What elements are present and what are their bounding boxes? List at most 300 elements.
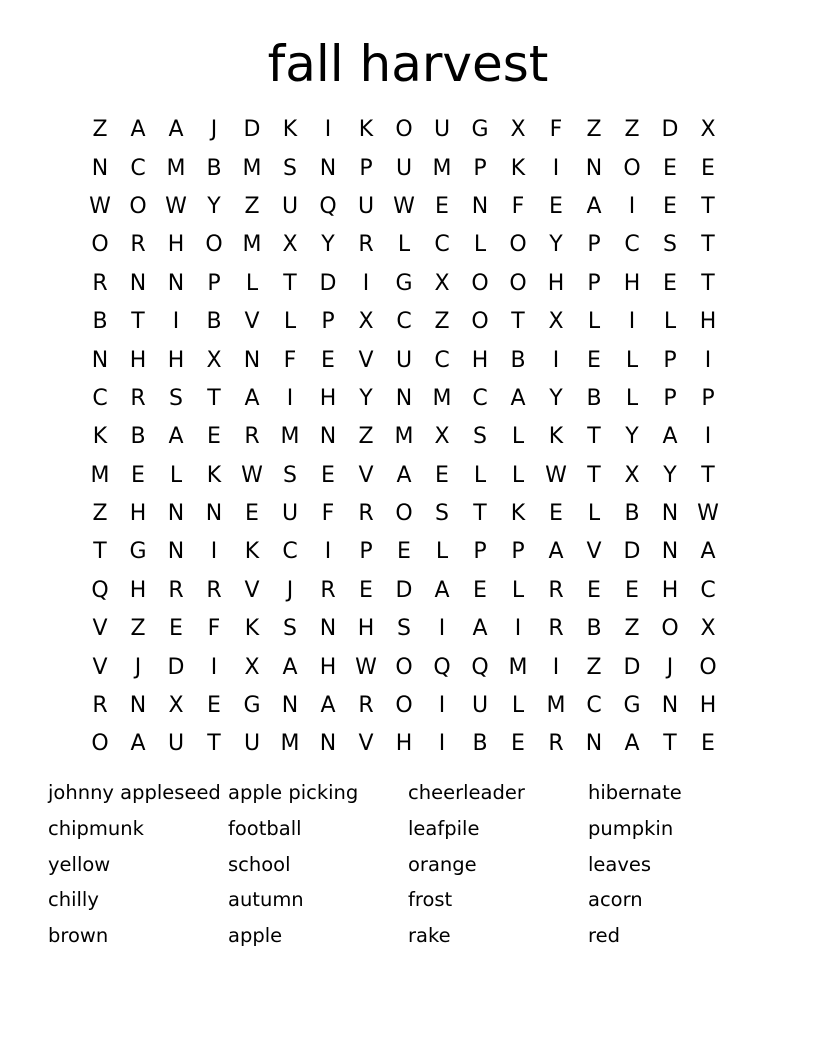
- grid-letter: O: [509, 232, 527, 258]
- grid-letter: Z: [92, 501, 108, 527]
- grid-letter: L: [169, 462, 183, 488]
- grid-letter: A: [396, 462, 412, 488]
- grid-letter: R: [244, 424, 260, 450]
- grid-letter: V: [358, 731, 374, 757]
- grid-letter: Q: [91, 577, 109, 603]
- grid-letter: O: [395, 654, 413, 680]
- grid-letter: Y: [549, 385, 563, 411]
- grid-letter: H: [471, 347, 489, 373]
- grid-letter: V: [244, 577, 260, 603]
- grid-letter: N: [395, 385, 413, 411]
- grid-letter: A: [130, 731, 146, 757]
- grid-letter: T: [93, 539, 107, 565]
- grid-letter: P: [359, 539, 373, 565]
- grid-letter: U: [471, 693, 489, 719]
- word-list-item: johnny appleseed: [48, 781, 221, 804]
- grid-letter: T: [587, 462, 601, 488]
- grid-letter: W: [165, 193, 187, 219]
- grid-letter: X: [510, 117, 526, 143]
- grid-letter: I: [438, 616, 446, 642]
- grid-letter: X: [168, 693, 184, 719]
- grid-letter: U: [167, 731, 185, 757]
- grid-letter: F: [207, 616, 221, 642]
- grid-letter: P: [663, 347, 677, 373]
- grid-letter: W: [393, 193, 415, 219]
- word-list-item: school: [228, 852, 291, 876]
- grid-letter: I: [324, 539, 332, 565]
- grid-letter: A: [586, 193, 602, 219]
- grid-letter: X: [244, 654, 260, 680]
- grid-letter: G: [623, 693, 641, 719]
- grid-letter: A: [244, 385, 260, 411]
- grid-letter: F: [511, 193, 525, 219]
- grid-letter: B: [510, 347, 526, 373]
- grid-letter: K: [510, 501, 526, 527]
- grid-row: [81, 265, 727, 303]
- grid-letter: T: [207, 731, 221, 757]
- grid-letter: B: [624, 501, 640, 527]
- grid-letter: C: [472, 385, 488, 411]
- grid-letter: P: [473, 155, 487, 181]
- grid-letter: N: [319, 424, 337, 450]
- grid-row: [81, 380, 727, 418]
- grid-letter: H: [623, 270, 641, 296]
- grid-letter: O: [395, 693, 413, 719]
- word-list-item: chilly: [48, 888, 99, 912]
- grid-letter: J: [286, 577, 294, 603]
- grid-letter: E: [321, 462, 335, 488]
- grid-letter: P: [473, 539, 487, 565]
- grid-letter: M: [90, 462, 110, 488]
- grid-letter: I: [552, 654, 560, 680]
- grid-letter: N: [661, 501, 679, 527]
- grid-letter: R: [92, 270, 108, 296]
- grid-letter: J: [666, 654, 674, 680]
- grid-row: [81, 341, 727, 379]
- grid-letter: B: [586, 385, 602, 411]
- grid-letter: N: [205, 501, 223, 527]
- grid-letter: C: [396, 309, 412, 335]
- grid-letter: B: [92, 309, 108, 335]
- grid-letter: W: [697, 501, 719, 527]
- grid-letter: L: [397, 232, 411, 258]
- grid-letter: B: [472, 731, 488, 757]
- grid-letter: X: [358, 309, 374, 335]
- word-list-item: yellow: [48, 852, 111, 876]
- grid-letter: P: [511, 539, 525, 565]
- grid-letter: Y: [625, 424, 639, 450]
- grid-letter: B: [586, 616, 602, 642]
- grid-letter: F: [283, 347, 297, 373]
- grid-letter: Y: [663, 462, 677, 488]
- grid-letter: O: [395, 117, 413, 143]
- grid-letter: D: [167, 654, 185, 680]
- grid-letter: E: [663, 270, 677, 296]
- grid-letter: S: [283, 462, 297, 488]
- grid-letter: L: [511, 577, 525, 603]
- grid-letter: I: [704, 347, 712, 373]
- grid-letter: I: [552, 155, 560, 181]
- grid-letter: L: [511, 462, 525, 488]
- grid-letter: R: [358, 693, 374, 719]
- grid-letter: K: [510, 155, 526, 181]
- grid-letter: S: [283, 616, 297, 642]
- grid-row: [81, 303, 727, 341]
- grid-letter: H: [395, 731, 413, 757]
- grid-letter: T: [473, 501, 487, 527]
- grid-letter: T: [701, 193, 715, 219]
- grid-row: [81, 572, 727, 610]
- grid-letter: K: [206, 462, 222, 488]
- grid-letter: M: [280, 731, 300, 757]
- grid-letter: E: [701, 155, 715, 181]
- grid-letter: D: [395, 577, 413, 603]
- grid-letter: H: [167, 347, 185, 373]
- grid-letter: L: [587, 501, 601, 527]
- grid-letter: L: [625, 385, 639, 411]
- grid-letter: N: [167, 539, 185, 565]
- grid-letter: O: [471, 309, 489, 335]
- grid-letter: N: [661, 539, 679, 565]
- grid-letter: H: [699, 693, 717, 719]
- grid-letter: Z: [586, 654, 602, 680]
- grid-row: [81, 495, 727, 533]
- grid-letter: E: [587, 577, 601, 603]
- grid-letter: S: [663, 232, 677, 258]
- grid-letter: M: [394, 424, 414, 450]
- grid-letter: W: [355, 654, 377, 680]
- grid-letter: V: [92, 654, 108, 680]
- grid-letter: U: [357, 193, 375, 219]
- grid-letter: N: [319, 616, 337, 642]
- grid-letter: Z: [358, 424, 374, 450]
- grid-letter: Y: [207, 193, 221, 219]
- grid-row: [81, 111, 727, 149]
- grid-letter: E: [169, 616, 183, 642]
- grid-letter: M: [546, 693, 566, 719]
- grid-letter: E: [625, 577, 639, 603]
- grid-letter: O: [623, 155, 641, 181]
- grid-letter: N: [471, 193, 489, 219]
- grid-letter: M: [242, 155, 262, 181]
- grid-letter: W: [89, 193, 111, 219]
- grid-letter: M: [280, 424, 300, 450]
- grid-letter: V: [358, 462, 374, 488]
- grid-letter: H: [661, 577, 679, 603]
- grid-letter: B: [130, 424, 146, 450]
- word-list-item: hibernate: [588, 781, 682, 804]
- grid-letter: T: [587, 424, 601, 450]
- grid-letter: R: [358, 501, 374, 527]
- grid-letter: L: [511, 693, 525, 719]
- grid-letter: Z: [586, 117, 602, 143]
- grid-letter: A: [130, 117, 146, 143]
- grid-letter: I: [628, 309, 636, 335]
- grid-letter: A: [168, 117, 184, 143]
- grid-letter: T: [701, 462, 715, 488]
- grid-letter: O: [395, 501, 413, 527]
- grid-row: [81, 188, 727, 226]
- grid-letter: Z: [624, 117, 640, 143]
- grid-letter: I: [438, 731, 446, 757]
- grid-letter: E: [549, 501, 563, 527]
- grid-row: [81, 149, 727, 187]
- grid-letter: T: [701, 232, 715, 258]
- word-list-item: acorn: [588, 888, 643, 912]
- grid-letter: T: [131, 309, 145, 335]
- grid-letter: D: [243, 117, 261, 143]
- grid-letter: D: [623, 539, 641, 565]
- grid-letter: L: [511, 424, 525, 450]
- grid-letter: A: [662, 424, 678, 450]
- grid-letter: A: [434, 577, 450, 603]
- grid-letter: T: [701, 270, 715, 296]
- grid-letter: H: [129, 347, 147, 373]
- grid-letter: P: [207, 270, 221, 296]
- grid-letter: L: [663, 309, 677, 335]
- grid-letter: P: [701, 385, 715, 411]
- grid-letter: R: [548, 731, 564, 757]
- grid-letter: E: [701, 731, 715, 757]
- grid-letter: P: [359, 155, 373, 181]
- grid-letter: I: [704, 424, 712, 450]
- grid-letter: X: [700, 117, 716, 143]
- grid-letter: A: [282, 654, 298, 680]
- grid-letter: C: [434, 347, 450, 373]
- grid-letter: F: [549, 117, 563, 143]
- grid-letter: S: [397, 616, 411, 642]
- grid-letter: X: [206, 347, 222, 373]
- grid-letter: L: [473, 232, 487, 258]
- grid-letter: R: [320, 577, 336, 603]
- grid-letter: N: [167, 270, 185, 296]
- grid-letter: K: [244, 616, 260, 642]
- grid-letter: E: [435, 462, 449, 488]
- grid-letter: H: [357, 616, 375, 642]
- grid-letter: K: [244, 539, 260, 565]
- grid-letter: I: [286, 385, 294, 411]
- grid-letter: B: [206, 309, 222, 335]
- grid-letter: N: [243, 347, 261, 373]
- grid-letter: C: [700, 577, 716, 603]
- grid-letter: I: [172, 309, 180, 335]
- grid-letter: R: [358, 232, 374, 258]
- grid-letter: U: [281, 193, 299, 219]
- grid-letter: E: [321, 347, 335, 373]
- word-list-item: apple picking: [228, 781, 359, 804]
- grid-letter: Y: [321, 232, 335, 258]
- grid-letter: E: [511, 731, 525, 757]
- grid-letter: Q: [433, 654, 451, 680]
- letter-grid: [81, 111, 727, 764]
- grid-letter: R: [548, 577, 564, 603]
- grid-letter: D: [623, 654, 641, 680]
- grid-letter: E: [207, 424, 221, 450]
- grid-letter: R: [206, 577, 222, 603]
- grid-letter: O: [91, 731, 109, 757]
- grid-letter: H: [129, 577, 147, 603]
- grid-letter: E: [131, 462, 145, 488]
- grid-letter: O: [661, 616, 679, 642]
- grid-letter: G: [395, 270, 413, 296]
- grid-letter: N: [167, 501, 185, 527]
- grid-letter: P: [587, 232, 601, 258]
- word-list-item: frost: [408, 888, 453, 912]
- grid-letter: R: [130, 232, 146, 258]
- grid-letter: E: [473, 577, 487, 603]
- grid-letter: A: [168, 424, 184, 450]
- grid-letter: X: [434, 424, 450, 450]
- word-list-item: rake: [408, 924, 451, 948]
- grid-letter: T: [663, 731, 677, 757]
- grid-letter: I: [628, 193, 636, 219]
- grid-letter: Z: [130, 616, 146, 642]
- grid-letter: P: [321, 309, 335, 335]
- grid-letter: Z: [624, 616, 640, 642]
- grid-letter: N: [585, 155, 603, 181]
- grid-letter: U: [281, 501, 299, 527]
- grid-letter: N: [129, 270, 147, 296]
- grid-letter: N: [91, 347, 109, 373]
- grid-letter: S: [435, 501, 449, 527]
- grid-letter: S: [283, 155, 297, 181]
- word-list-item: leafpile: [408, 816, 480, 840]
- grid-letter: K: [92, 424, 108, 450]
- grid-letter: V: [358, 347, 374, 373]
- grid-letter: N: [319, 155, 337, 181]
- grid-letter: I: [552, 347, 560, 373]
- grid-letter: A: [472, 616, 488, 642]
- grid-letter: U: [243, 731, 261, 757]
- grid-letter: E: [587, 347, 601, 373]
- grid-letter: I: [210, 539, 218, 565]
- word-list-item: autumn: [228, 888, 304, 912]
- grid-letter: I: [324, 117, 332, 143]
- grid-letter: C: [282, 539, 298, 565]
- grid-letter: N: [319, 731, 337, 757]
- word-list-item: pumpkin: [588, 816, 674, 840]
- grid-letter: N: [129, 693, 147, 719]
- grid-letter: U: [395, 155, 413, 181]
- grid-letter: N: [91, 155, 109, 181]
- grid-letter: R: [548, 616, 564, 642]
- grid-letter: X: [624, 462, 640, 488]
- grid-letter: O: [509, 270, 527, 296]
- grid-letter: N: [281, 693, 299, 719]
- grid-letter: X: [700, 616, 716, 642]
- grid-letter: C: [130, 155, 146, 181]
- grid-letter: G: [471, 117, 489, 143]
- grid-letter: T: [283, 270, 297, 296]
- grid-letter: O: [205, 232, 223, 258]
- grid-letter: C: [586, 693, 602, 719]
- grid-row: [81, 610, 727, 648]
- grid-row: [81, 648, 727, 686]
- grid-letter: R: [92, 693, 108, 719]
- grid-letter: Y: [549, 232, 563, 258]
- grid-letter: Q: [471, 654, 489, 680]
- grid-row: [81, 418, 727, 456]
- grid-letter: S: [473, 424, 487, 450]
- word-list: [48, 775, 768, 954]
- grid-letter: L: [625, 347, 639, 373]
- grid-letter: L: [587, 309, 601, 335]
- grid-row: [81, 457, 727, 495]
- grid-letter: H: [129, 501, 147, 527]
- grid-letter: S: [169, 385, 183, 411]
- grid-letter: I: [514, 616, 522, 642]
- grid-letter: W: [241, 462, 263, 488]
- grid-letter: X: [548, 309, 564, 335]
- word-list-item: cheerleader: [408, 781, 525, 804]
- grid-letter: Y: [359, 385, 373, 411]
- grid-letter: R: [168, 577, 184, 603]
- word-list-item: leaves: [588, 852, 652, 876]
- grid-letter: D: [661, 117, 679, 143]
- grid-letter: M: [432, 385, 452, 411]
- grid-letter: G: [243, 693, 261, 719]
- grid-letter: T: [207, 385, 221, 411]
- grid-letter: E: [435, 193, 449, 219]
- grid-letter: A: [320, 693, 336, 719]
- grid-letter: O: [471, 270, 489, 296]
- grid-letter: U: [433, 117, 451, 143]
- grid-letter: E: [397, 539, 411, 565]
- grid-letter: T: [511, 309, 525, 335]
- grid-letter: C: [624, 232, 640, 258]
- grid-letter: P: [587, 270, 601, 296]
- grid-letter: A: [548, 539, 564, 565]
- grid-letter: U: [395, 347, 413, 373]
- grid-letter: E: [549, 193, 563, 219]
- grid-letter: I: [210, 654, 218, 680]
- grid-letter: V: [92, 616, 108, 642]
- grid-letter: L: [473, 462, 487, 488]
- grid-letter: A: [510, 385, 526, 411]
- grid-letter: E: [359, 577, 373, 603]
- grid-letter: A: [700, 539, 716, 565]
- grid-letter: P: [663, 385, 677, 411]
- grid-letter: N: [585, 731, 603, 757]
- grid-letter: M: [242, 232, 262, 258]
- grid-row: [81, 533, 727, 571]
- grid-letter: W: [545, 462, 567, 488]
- word-list-item: chipmunk: [48, 816, 144, 840]
- grid-letter: L: [245, 270, 259, 296]
- grid-letter: I: [438, 693, 446, 719]
- grid-letter: C: [92, 385, 108, 411]
- grid-letter: H: [699, 309, 717, 335]
- grid-letter: C: [434, 232, 450, 258]
- grid-letter: A: [624, 731, 640, 757]
- grid-letter: Z: [244, 193, 260, 219]
- grid-letter: G: [129, 539, 147, 565]
- grid-letter: E: [663, 155, 677, 181]
- grid-letter: H: [319, 385, 337, 411]
- word-list-item: orange: [408, 852, 477, 876]
- grid-letter: X: [434, 270, 450, 296]
- grid-letter: O: [699, 654, 717, 680]
- grid-letter: Q: [319, 193, 337, 219]
- grid-letter: F: [321, 501, 335, 527]
- grid-row: [81, 226, 727, 264]
- grid-letter: D: [319, 270, 337, 296]
- grid-letter: O: [129, 193, 147, 219]
- word-list-item: apple: [228, 924, 283, 948]
- word-list-item: red: [588, 924, 620, 948]
- grid-letter: E: [663, 193, 677, 219]
- grid-letter: K: [358, 117, 374, 143]
